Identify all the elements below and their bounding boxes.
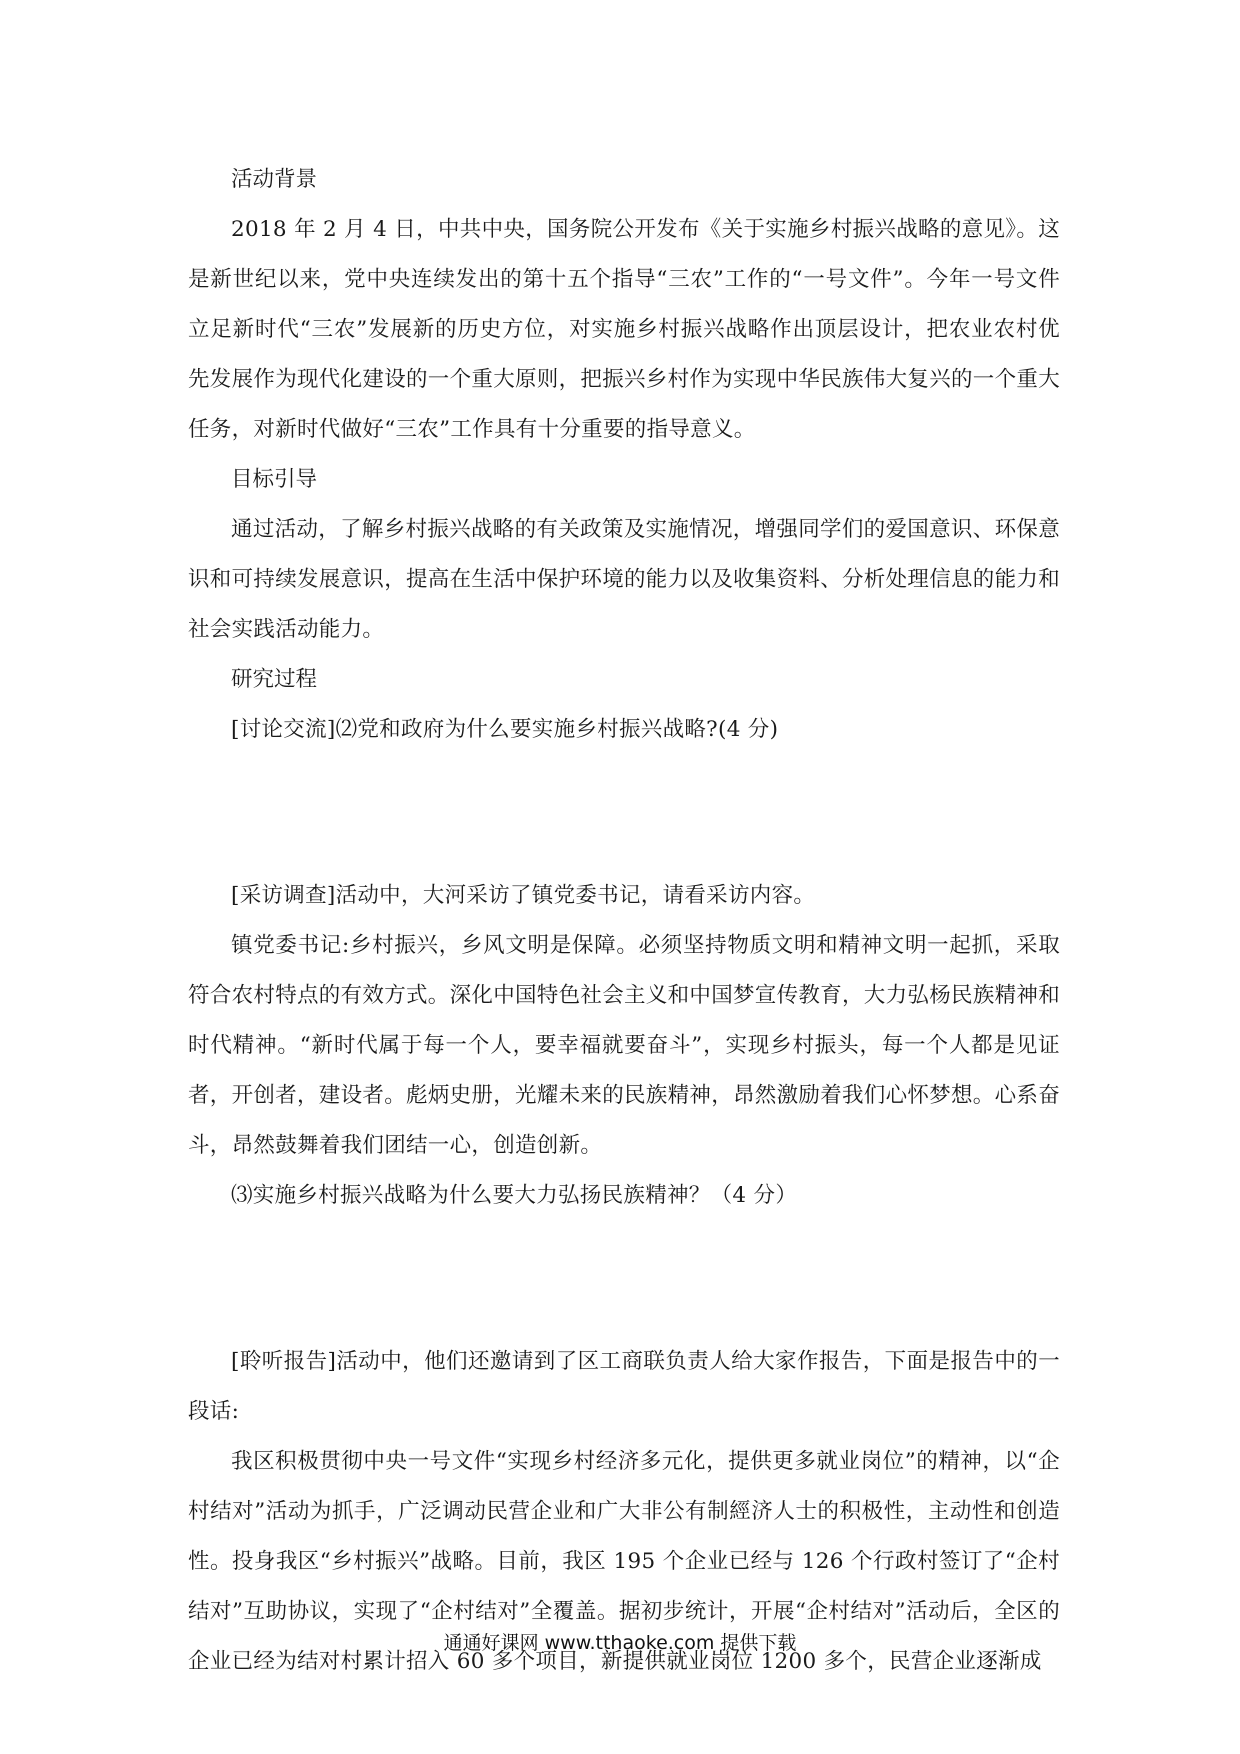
goal-paragraph: 通过活动，了解乡村振兴战略的有关政策及实施情况，增强同学们的爱国意识、环保意识和可持续发展意识，提高在生活中保护环境的能力以及收集资料、分析处理信息的能力和社会实践活动能力。 [188, 517, 1061, 642]
document-body [188, 155, 1060, 1687]
question-3: ⑶实施乡村振兴战略为什么要大力弘扬民族精神？（4 分） [231, 1183, 798, 1208]
goal-heading: 目标引导 [231, 467, 318, 492]
background-heading: 活动背景 [231, 167, 318, 192]
interview-paragraph: 镇党委书记:乡村振兴，乡风文明是保障。必须坚持物质文明和精神文明一起抓，采取符合农村特点的有效方式。深化中国特色社会主义和中国梦宣传教育，大力弘杨民族精神和时代精神。“新时代属于每一个人，要幸福就要奋斗”，实现乡村振头，每一个人都是见证者，开创者，建设者。彪炳史册，光耀未来的民族精神，昂然激励着我们心怀梦想。心系奋斗，昂然鼓舞着我们团结一心，创造创新。 [188, 933, 1061, 1158]
background-paragraph: 2018 年 2 月 4 日，中共中央，国务院公开发布《关于实施乡村振兴战略的意见》。这是新世纪以来，党中央连续发出的第十五个指导“三农”工作的“一号文件”。今年一号文件立足新时代“三农”发展新的历史方位，对实施乡村振兴战略作出顶层设计，把农业农村优先发展作为现代化建设的一个重大原则，把振兴乡村作为实现中华民族伟大复兴的一个重大任务，对新时代做好“三农”工作具有十分重要的指导意义。 [188, 217, 1061, 442]
interview-intro: [采访调查]活动中，大河采访了镇党委书记，请看采访内容。 [231, 883, 816, 908]
question-2: [讨论交流]⑵党和政府为什么要实施乡村振兴战略?(4 分) [231, 717, 779, 742]
process-heading: 研究过程 [231, 667, 318, 692]
answer-space-2 [188, 755, 1060, 871]
report-paragraph: 我区积极贯彻中央一号文件“实现乡村经济多元化，提供更多就业岗位”的精神，以“企村结对”活动为抓手，广泛调动民营企业和广大非公有制經济人士的积极性，主动性和创造性。投身我区“乡村振兴”战略。目前，我区 195 个企业已经与 126 个行政村签订了“企村结对”互助协议，实现了“企村结对”全覆盖。据初步统计，开展“企村结对”活动后，全区的企业已经为结对村累计招入 60 多个项目，新提供就业岗位 1200 多个，民营企业逐渐成 [188, 1449, 1060, 1674]
answer-space-3 [188, 1221, 1060, 1337]
report-intro: [聆听报告]活动中，他们还邀请到了区工商联负责人给大家作报告，下面是报告中的一段话: [188, 1349, 1060, 1424]
footer-watermark: 通通好课网 www.tthaoke.com 提供下载 [443, 1632, 797, 1654]
